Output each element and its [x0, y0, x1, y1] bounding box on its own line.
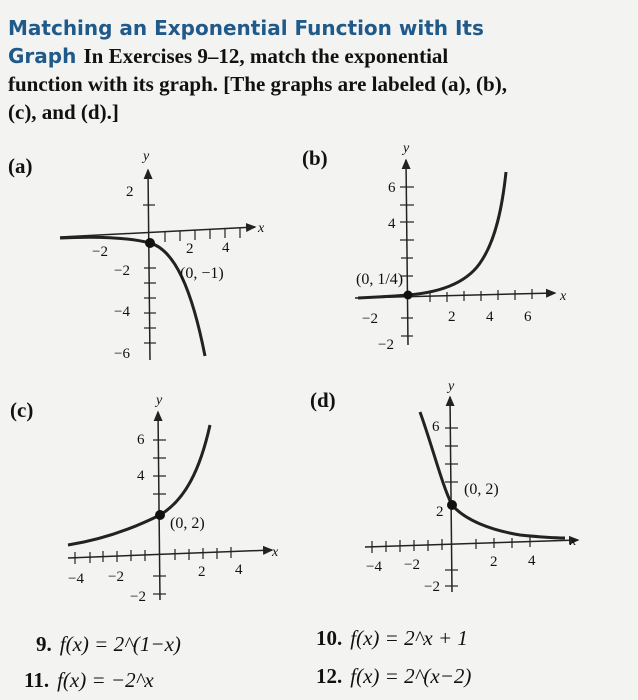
graph-d-ytick: 2	[436, 504, 444, 520]
graph-c-ylabel: y	[156, 393, 163, 408]
graph-b-label: (b)	[302, 146, 328, 170]
graph-a-label: (a)	[8, 154, 33, 178]
graph-b-ytick: 4	[388, 216, 396, 232]
exercise-12-number: 12.	[316, 664, 343, 688]
graph-b-ylabel: y	[403, 141, 410, 156]
graph-d-point	[447, 500, 457, 510]
graph-c-ytick: 4	[137, 468, 145, 484]
graph-b-xtick: −2	[362, 311, 378, 327]
graph-c-xtick: 4	[235, 562, 243, 578]
heading-instruction-3: (c), and (d).]	[8, 100, 119, 124]
graph-c-xlabel: x	[272, 545, 279, 560]
graph-c-ytick: 6	[137, 432, 145, 448]
graph-b-xtick: 6	[524, 309, 532, 325]
graph-a-ytick: −6	[114, 346, 130, 362]
graph-c-x-axis	[68, 550, 272, 558]
graph-b-ytick: 6	[388, 180, 396, 196]
graph-a-ytick: −2	[114, 263, 130, 279]
graph-a-xlabel: x	[258, 221, 265, 236]
graph-d-xlabel: x	[570, 534, 577, 549]
graph-b-point-label: (0, 1/4)	[356, 271, 404, 288]
exercise-9	[36, 632, 181, 657]
heading-title-1: Matching an Exponential Function with Its	[8, 16, 484, 40]
graph-d-xtick: 4	[528, 553, 536, 569]
graph-b-y-axis	[406, 160, 408, 345]
graph-a-curve	[60, 237, 205, 356]
graph-d-ytick: −2	[424, 579, 440, 595]
graph-a-xtick: 4	[222, 240, 230, 256]
graph-c-xtick: −4	[68, 571, 84, 587]
graph-b-ytick: −2	[378, 337, 394, 353]
graph-d-ylabel: y	[448, 379, 455, 394]
graph-a-ylabel: y	[143, 149, 150, 164]
exercise-12-function: f(x) = 2^(x−2)	[350, 664, 472, 688]
graph-b-xtick: 4	[486, 309, 494, 325]
graph-c-ytick: −2	[130, 589, 146, 605]
graph-b-xtick: 2	[448, 309, 456, 325]
graph-d-xtick: −2	[404, 557, 420, 573]
graph-d-point-label: (0, 2)	[464, 481, 499, 498]
exercise-12	[316, 664, 471, 689]
exercise-11-function: f(x) = −2^x	[57, 668, 154, 692]
exercise-10-function: f(x) = 2^x + 1	[350, 626, 468, 650]
graph-c-point-label: (0, 2)	[170, 515, 205, 532]
graph-d-xtick: 2	[490, 554, 498, 570]
graph-b-point	[404, 291, 413, 300]
graph-a-xtick: 2	[186, 241, 194, 257]
graph-a-ytick: −4	[114, 304, 130, 320]
graph-d-x-axis	[365, 540, 578, 547]
exercise-11	[24, 668, 154, 693]
graph-b-xlabel: x	[560, 289, 567, 304]
graph-a-x-axis	[60, 227, 255, 237]
graph-a	[60, 170, 255, 360]
exercise-9-function: f(x) = 2^(1−x)	[59, 632, 181, 656]
graph-d-y-axis	[450, 397, 452, 592]
exercise-10-number: 10.	[316, 626, 343, 650]
heading-instruction-1: In Exercises 9–12, match the exponential	[83, 44, 449, 68]
graph-c-point	[155, 510, 165, 520]
exercise-11-number: 11.	[24, 668, 50, 692]
graph-d-label: (d)	[310, 388, 336, 412]
exercise-10	[316, 626, 468, 651]
graph-a-xtick: −2	[92, 244, 108, 260]
graph-c-label: (c)	[10, 398, 34, 422]
heading-instruction-2: function with its graph. [The graphs are labeled (a), (b),	[8, 72, 507, 96]
graph-a-point-label: (0, −1)	[180, 265, 224, 282]
graph-b-ticks	[400, 187, 532, 336]
heading-title-2: Graph	[8, 44, 77, 68]
graph-d-xtick: −4	[366, 559, 382, 575]
exercise-9-number: 9.	[36, 632, 52, 656]
graph-a-point	[145, 238, 155, 248]
graph-a-ytick: 2	[126, 184, 134, 200]
graph-d-ytick: 6	[432, 419, 440, 435]
graph-c-xtick: 2	[198, 564, 206, 580]
graph-c-xtick: −2	[108, 569, 124, 585]
graph-a-y-axis	[148, 170, 150, 360]
